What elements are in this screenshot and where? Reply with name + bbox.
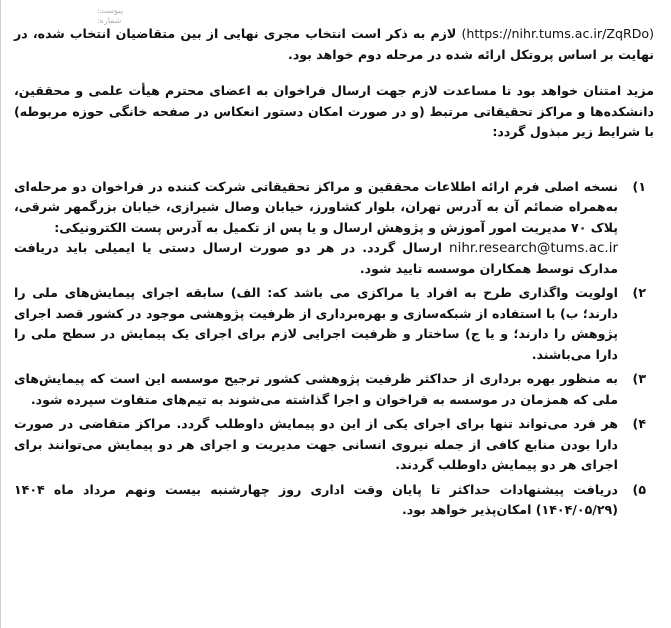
- item-text: اولویت واگذاری طرح به افراد یا مراکزی می باشد که: الف) سابقه اجرای پیمایش‌های ملی را دارند؛ ب) با استفاده از شبکه‌سازی و بهره‌برداری از ظرفیت پژوهشی موجود در کشور قصد اجرای پژوهش را دارند؛ و یا ج) ساختار و ظرفیت اجرایی لازم برای اجرای یک پیمایش در سطح ملی را دارا می‌باشند.: [14, 285, 618, 362]
- request-paragraph: مزید امتنان خواهد بود تا مساعدت لازم جهت ارسال فراخوان به اعضای محترم هیأت علمی و محققین، دانشکده‌ها و مراکز تحقیقاتی مرتبط (و در صورت امکان دستور انعکاس در صفحه خانگی حوزه مربوطه) با شرایط زیر مبذول گردد:: [14, 83, 654, 139]
- intro-paragraph: [14, 24, 654, 65]
- email-link[interactable]: nihr.research@tums.ac.ir: [449, 240, 618, 256]
- number-label: شماره:: [96, 16, 122, 25]
- attachment-label: پیوست:: [96, 6, 123, 15]
- page-edge: [0, 0, 1, 628]
- letter-stamp: [97, 6, 123, 26]
- list-item: [14, 369, 654, 410]
- item-number: ۲): [632, 285, 646, 300]
- list-item: [14, 177, 654, 280]
- item-text: نسخه اصلی فرم ارائه اطلاعات محققین و مراکز تحقیقاتی شرکت کننده در فراخوان دو مرحله‌ای به‌همراه ضمائم آن به آدرس تهران، بلوار کشاورز، خیابان وصال شیرازی، خیابان بزرگمهر شرقی، پلاک ۷۰ مدیریت امور آموزش و پژوهش ارسال و یا پس از تکمیل به آدرس پست الکترونیکی: nihr.research@tums.ac.ir ارسال گردد. در هر دو صورت ارسال دستی یا ایمیلی باید دریافت مدارک توسط همکاران موسسه تایید شود.: [14, 178, 618, 276]
- item-text: به منظور بهره برداری از حداکثر ظرفیت پژوهشی کشور ترجیح موسسه این است که پیمایش‌های ملی که همزمان در موسسه به فراخوان و اجرا گذاشته می‌شوند به تیم‌های متفاوت سپرده شود.: [14, 371, 618, 407]
- list-item: [14, 480, 654, 521]
- survey-link[interactable]: (https://nihr.tums.ac.ir/ZqRDo): [461, 26, 655, 41]
- item-number: ۴): [632, 416, 646, 431]
- list-item: [14, 414, 654, 476]
- document-body: [14, 24, 654, 525]
- item-number: ۵): [632, 481, 646, 497]
- item-number: ۳): [632, 371, 646, 386]
- list-item: [14, 283, 654, 365]
- intro-text: لازم به ذکر است انتخاب مجری نهایی از بین متقاضیان انتخاب شده، در نهایت بر اساس پروتکل ارائه شده در مرحله دوم خواهد بود.: [14, 26, 654, 62]
- item-number: ۱): [632, 178, 646, 194]
- item-text: هر فرد می‌تواند تنها برای اجرای یکی از این دو پیمایش داوطلب گردد. مراکز متقاضی در صورت دارا بودن منابع کافی از جمله نیروی انسانی جهت مدیریت و اجرای هر دو پیمایش می‌توانند برای اجرای هر دو پیمایش داوطلب گردند.: [14, 416, 618, 472]
- item-text: دریافت پیشنهادات حداکثر تا پایان وقت اداری روز چهارشنبه بیست ونهم مرداد ماه ۱۴۰۴ (۱۴۰۴/۰۵/۲۹) امکان‌پذیر خواهد بود.: [14, 481, 618, 517]
